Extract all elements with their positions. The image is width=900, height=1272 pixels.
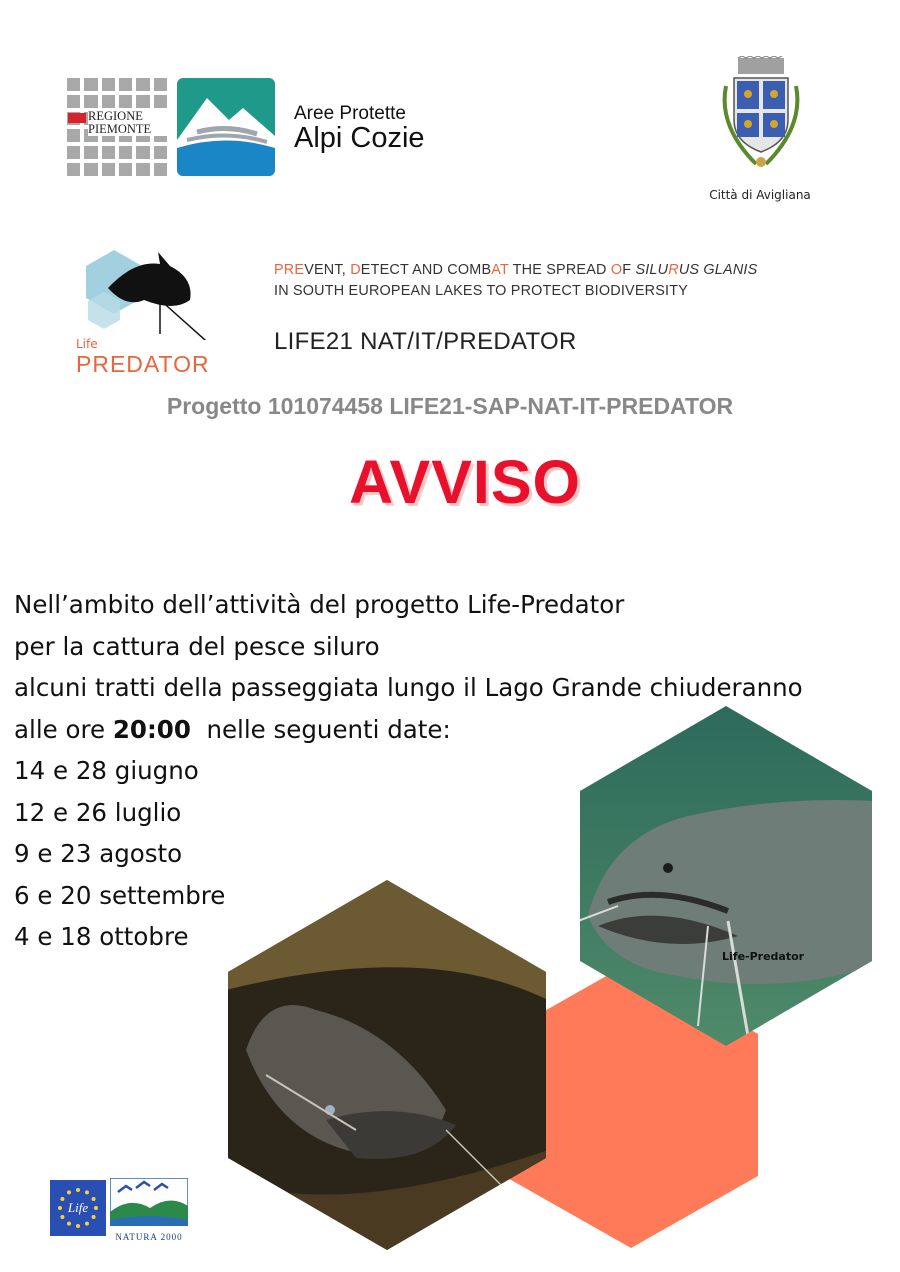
tagline-segment: US GLANIS: [678, 262, 758, 278]
catfish-photo-hexagon-right: [578, 706, 874, 1046]
catfish-photo-hexagon-left: [226, 880, 548, 1250]
progetto-number: Progetto 101074458 LIFE21-SAP-NAT-IT-PREDATOR: [166, 393, 734, 419]
notice-line-3: alcuni tratti della passeggiata lungo il Lago Grande chiuderanno: [14, 673, 803, 702]
tagline-segment: SILU: [635, 262, 669, 278]
natura-2000-logo: [110, 1178, 188, 1242]
avigliana-coat-of-arms-icon: [716, 56, 806, 180]
page-title: AVVISO: [349, 448, 581, 516]
alpi-cozie-text: Alpi Cozie: [294, 122, 425, 154]
notice-line-1: Nell’ambito dell’attività del progetto Life-Predator: [14, 590, 625, 619]
life-small-text: Life: [76, 337, 98, 351]
tagline-segment: R: [668, 262, 679, 278]
notice-line-2: per la cattura del pesce siluro: [14, 631, 380, 661]
regione-piemonte-text: [88, 110, 168, 136]
alpi-cozie-logo: [177, 78, 275, 176]
life-predator-logo: [74, 248, 216, 340]
tagline-segment: VENT,: [304, 262, 351, 278]
predator-logo-text: PREDATOR: [76, 351, 210, 377]
natura-2000-text: NATURA 2000: [115, 1232, 183, 1242]
notice-time: 20:00: [112, 714, 191, 744]
regione-line2: PIEMONTE: [88, 122, 152, 136]
date-item: 6 e 20 settembre: [14, 880, 226, 910]
tagline-segment: D: [350, 262, 361, 278]
eu-life-label: Life: [67, 1200, 89, 1215]
tagline-segment: ETECT AND COMB: [360, 262, 492, 278]
notice-time-prefix: alle ore: [14, 714, 113, 744]
tagline-segment: PRE: [274, 262, 305, 278]
notice-time-suffix: nelle seguenti date:: [190, 714, 451, 744]
photo-watermark: Life-Predator: [722, 950, 805, 963]
tagline-segment: O: [610, 262, 623, 278]
eu-flag-icon: [50, 1180, 106, 1236]
project-tagline-line2: IN SOUTH EUROPEAN LAKES TO PROTECT BIODIVERSITY: [274, 283, 689, 299]
date-item: 4 e 18 ottobre: [14, 922, 189, 951]
date-item: 9 e 23 agosto: [14, 839, 183, 868]
tagline-segment: F: [622, 262, 636, 278]
citta-di-avigliana-label: Città di Avigliana: [709, 188, 811, 202]
piemonte-flag-icon: [68, 113, 86, 123]
tagline-segment: AT: [491, 262, 509, 278]
project-code: LIFE21 NAT/IT/PREDATOR: [274, 328, 577, 355]
project-tagline-line1: [274, 262, 757, 278]
date-item: 12 e 26 luglio: [14, 797, 182, 827]
regione-line1: REGIONE: [88, 109, 143, 123]
aree-protette-text: Aree Protette: [294, 103, 406, 124]
tagline-segment: THE SPREAD: [508, 262, 611, 278]
date-item: 14 e 28 giugno: [14, 756, 199, 785]
